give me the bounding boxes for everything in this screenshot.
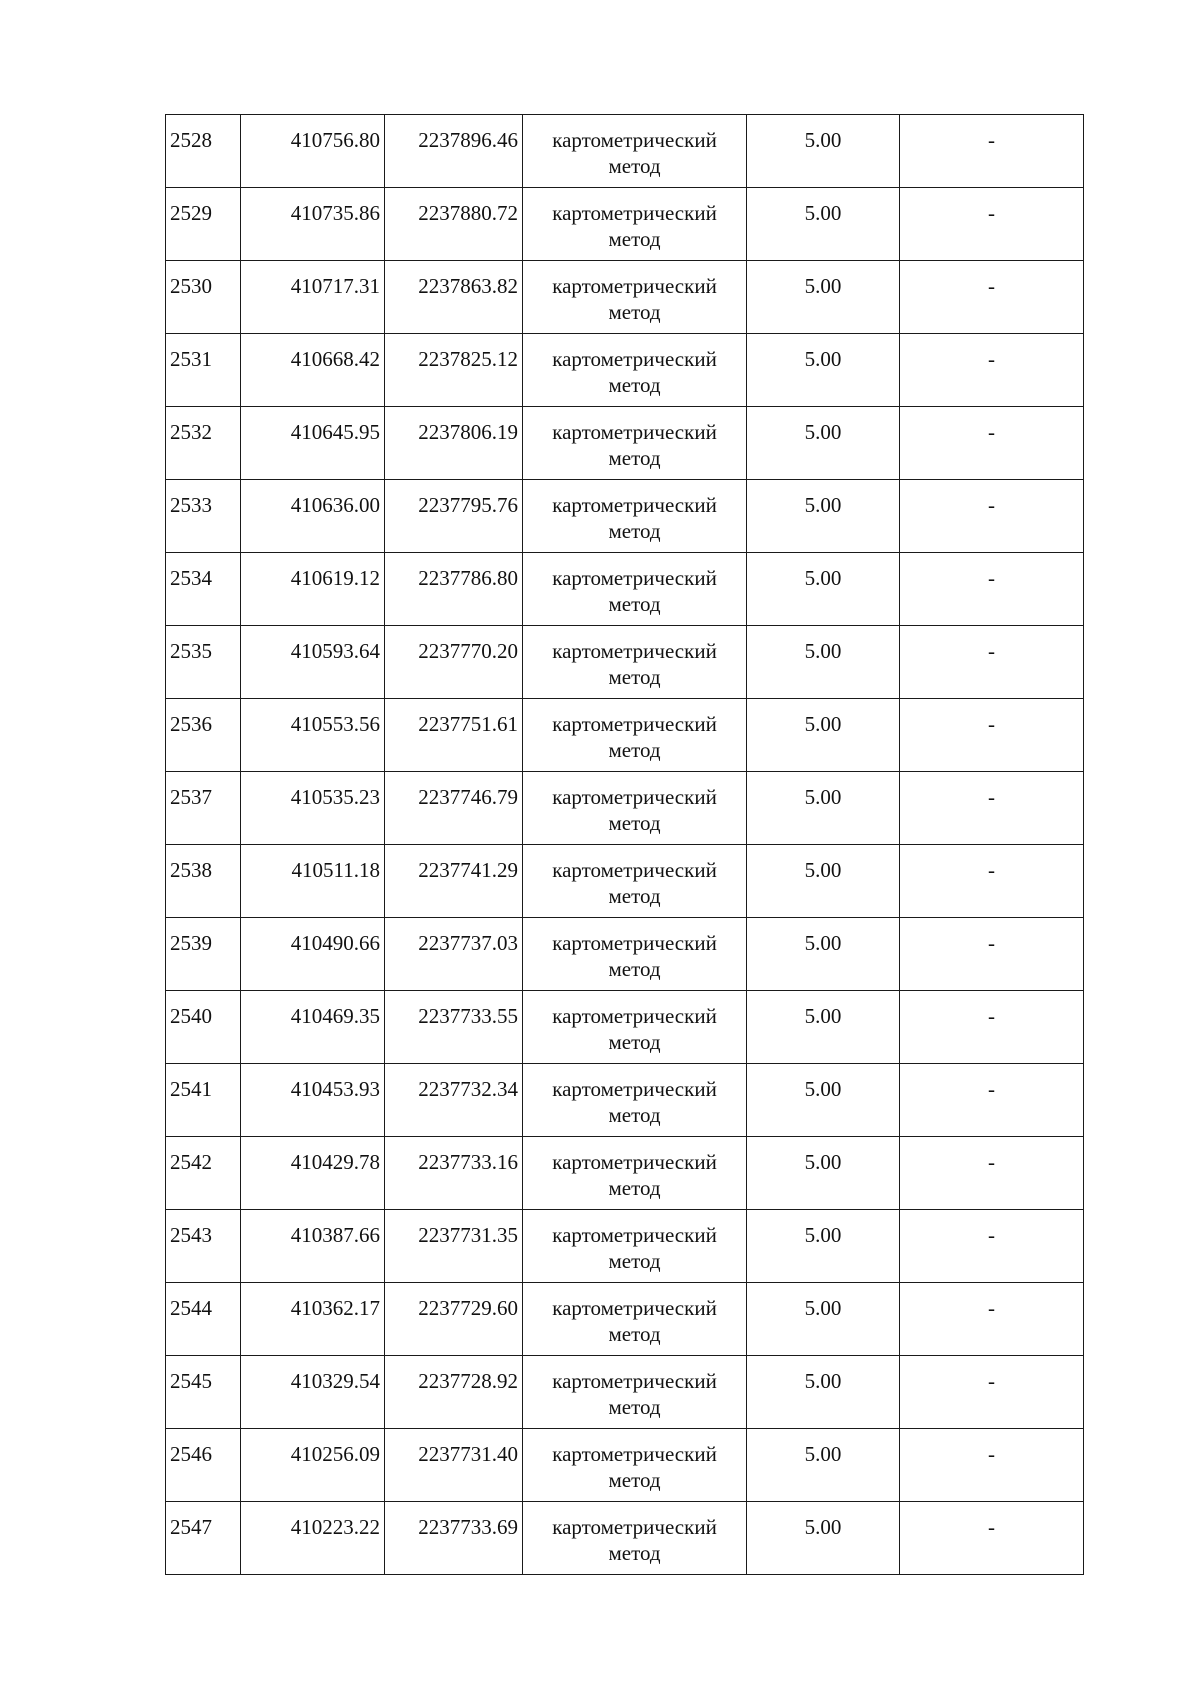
method-cell (523, 553, 747, 626)
x-coordinate-cell: 410717.31 (241, 261, 385, 334)
method-text-line1: картометрический (552, 1150, 717, 1174)
description-cell: - (900, 1283, 1084, 1356)
method-text-line2: метод (608, 227, 661, 251)
method-cell (523, 407, 747, 480)
point-number-cell: 2539 (166, 918, 241, 991)
y-coordinate-cell: 2237751.61 (385, 699, 523, 772)
y-coordinate-cell: 2237731.35 (385, 1210, 523, 1283)
point-number-cell: 2534 (166, 553, 241, 626)
method-text-line2: метод (608, 1322, 661, 1346)
y-coordinate-cell: 2237786.80 (385, 553, 523, 626)
method-text-line2: метод (608, 1103, 661, 1127)
x-coordinate-cell: 410668.42 (241, 334, 385, 407)
y-coordinate-cell: 2237795.76 (385, 480, 523, 553)
method-text-line1: картометрический (552, 566, 717, 590)
table-row (166, 261, 1084, 334)
x-coordinate-cell: 410645.95 (241, 407, 385, 480)
method-cell (523, 626, 747, 699)
y-coordinate-cell: 2237741.29 (385, 845, 523, 918)
method-text-line2: метод (608, 300, 661, 324)
method-text-line1: картометрический (552, 858, 717, 882)
x-coordinate-cell: 410469.35 (241, 991, 385, 1064)
method-text-line2: метод (608, 1249, 661, 1273)
y-coordinate-cell: 2237733.16 (385, 1137, 523, 1210)
method-text-line1: картометрический (552, 347, 717, 371)
accuracy-cell: 5.00 (747, 772, 900, 845)
description-cell: - (900, 553, 1084, 626)
x-coordinate-cell: 410511.18 (241, 845, 385, 918)
y-coordinate-cell: 2237733.69 (385, 1502, 523, 1575)
point-number-cell: 2529 (166, 188, 241, 261)
description-cell: - (900, 1429, 1084, 1502)
table-row (166, 626, 1084, 699)
y-coordinate-cell: 2237825.12 (385, 334, 523, 407)
point-number-cell: 2531 (166, 334, 241, 407)
method-text-line2: метод (608, 884, 661, 908)
accuracy-cell: 5.00 (747, 845, 900, 918)
method-text-line1: картометрический (552, 274, 717, 298)
point-number-cell: 2537 (166, 772, 241, 845)
accuracy-cell: 5.00 (747, 334, 900, 407)
point-number-cell: 2528 (166, 115, 241, 188)
x-coordinate-cell: 410223.22 (241, 1502, 385, 1575)
description-cell: - (900, 261, 1084, 334)
point-number-cell: 2541 (166, 1064, 241, 1137)
method-cell (523, 1356, 747, 1429)
table-row (166, 991, 1084, 1064)
accuracy-cell: 5.00 (747, 626, 900, 699)
accuracy-cell: 5.00 (747, 918, 900, 991)
table-row (166, 407, 1084, 480)
table-row (166, 918, 1084, 991)
table-row (166, 334, 1084, 407)
method-text-line2: метод (608, 154, 661, 178)
point-number-cell: 2546 (166, 1429, 241, 1502)
accuracy-cell: 5.00 (747, 1210, 900, 1283)
method-text-line1: картометрический (552, 1296, 717, 1320)
method-cell (523, 772, 747, 845)
method-text-line1: картометрический (552, 712, 717, 736)
accuracy-cell: 5.00 (747, 188, 900, 261)
method-text-line2: метод (608, 957, 661, 981)
method-text-line1: картометрический (552, 128, 717, 152)
description-cell: - (900, 1137, 1084, 1210)
y-coordinate-cell: 2237737.03 (385, 918, 523, 991)
table-row (166, 1283, 1084, 1356)
method-cell (523, 699, 747, 772)
description-cell: - (900, 1502, 1084, 1575)
point-number-cell: 2544 (166, 1283, 241, 1356)
method-text-line2: метод (608, 811, 661, 835)
x-coordinate-cell: 410453.93 (241, 1064, 385, 1137)
method-text-line2: метод (608, 1030, 661, 1054)
x-coordinate-cell: 410756.80 (241, 115, 385, 188)
method-cell (523, 188, 747, 261)
y-coordinate-cell: 2237896.46 (385, 115, 523, 188)
method-text-line2: метод (608, 1541, 661, 1565)
description-cell: - (900, 188, 1084, 261)
table-row (166, 1356, 1084, 1429)
point-number-cell: 2535 (166, 626, 241, 699)
x-coordinate-cell: 410535.23 (241, 772, 385, 845)
accuracy-cell: 5.00 (747, 1137, 900, 1210)
x-coordinate-cell: 410387.66 (241, 1210, 385, 1283)
accuracy-cell: 5.00 (747, 699, 900, 772)
method-cell (523, 1137, 747, 1210)
x-coordinate-cell: 410553.56 (241, 699, 385, 772)
y-coordinate-cell: 2237728.92 (385, 1356, 523, 1429)
description-cell: - (900, 1064, 1084, 1137)
method-text-line1: картометрический (552, 201, 717, 225)
method-cell (523, 1429, 747, 1502)
point-number-cell: 2538 (166, 845, 241, 918)
method-text-line1: картометрический (552, 1004, 717, 1028)
method-cell (523, 1064, 747, 1137)
table-body (166, 115, 1084, 1575)
x-coordinate-cell: 410362.17 (241, 1283, 385, 1356)
table-row (166, 115, 1084, 188)
method-text-line2: метод (608, 446, 661, 470)
method-text-line2: метод (608, 738, 661, 762)
table-row (166, 480, 1084, 553)
x-coordinate-cell: 410593.64 (241, 626, 385, 699)
y-coordinate-cell: 2237880.72 (385, 188, 523, 261)
method-text-line1: картометрический (552, 1515, 717, 1539)
point-number-cell: 2532 (166, 407, 241, 480)
description-cell: - (900, 407, 1084, 480)
method-text-line1: картометрический (552, 931, 717, 955)
method-cell (523, 261, 747, 334)
description-cell: - (900, 699, 1084, 772)
method-cell (523, 1283, 747, 1356)
table-row (166, 1064, 1084, 1137)
method-text-line1: картометрический (552, 1223, 717, 1247)
x-coordinate-cell: 410619.12 (241, 553, 385, 626)
x-coordinate-cell: 410329.54 (241, 1356, 385, 1429)
y-coordinate-cell: 2237729.60 (385, 1283, 523, 1356)
point-number-cell: 2542 (166, 1137, 241, 1210)
coordinates-table (165, 114, 1084, 1575)
point-number-cell: 2540 (166, 991, 241, 1064)
x-coordinate-cell: 410490.66 (241, 918, 385, 991)
accuracy-cell: 5.00 (747, 261, 900, 334)
accuracy-cell: 5.00 (747, 115, 900, 188)
y-coordinate-cell: 2237733.55 (385, 991, 523, 1064)
method-text-line1: картометрический (552, 1077, 717, 1101)
y-coordinate-cell: 2237806.19 (385, 407, 523, 480)
method-cell (523, 1210, 747, 1283)
accuracy-cell: 5.00 (747, 1356, 900, 1429)
method-text-line2: метод (608, 592, 661, 616)
accuracy-cell: 5.00 (747, 553, 900, 626)
method-cell (523, 1502, 747, 1575)
point-number-cell: 2545 (166, 1356, 241, 1429)
method-text-line1: картометрический (552, 785, 717, 809)
table-row (166, 188, 1084, 261)
description-cell: - (900, 480, 1084, 553)
x-coordinate-cell: 410256.09 (241, 1429, 385, 1502)
table-row (166, 772, 1084, 845)
accuracy-cell: 5.00 (747, 1429, 900, 1502)
point-number-cell: 2543 (166, 1210, 241, 1283)
point-number-cell: 2536 (166, 699, 241, 772)
description-cell: - (900, 991, 1084, 1064)
description-cell: - (900, 1356, 1084, 1429)
point-number-cell: 2530 (166, 261, 241, 334)
x-coordinate-cell: 410735.86 (241, 188, 385, 261)
accuracy-cell: 5.00 (747, 1064, 900, 1137)
method-text-line1: картометрический (552, 420, 717, 444)
description-cell: - (900, 918, 1084, 991)
method-text-line1: картометрический (552, 639, 717, 663)
method-cell (523, 334, 747, 407)
method-text-line2: метод (608, 1395, 661, 1419)
table-row (166, 699, 1084, 772)
table-row (166, 1429, 1084, 1502)
method-text-line2: метод (608, 1176, 661, 1200)
method-cell (523, 115, 747, 188)
point-number-cell: 2547 (166, 1502, 241, 1575)
y-coordinate-cell: 2237732.34 (385, 1064, 523, 1137)
x-coordinate-cell: 410429.78 (241, 1137, 385, 1210)
method-text-line1: картометрический (552, 493, 717, 517)
method-cell (523, 918, 747, 991)
description-cell: - (900, 1210, 1084, 1283)
method-text-line1: картометрический (552, 1369, 717, 1393)
description-cell: - (900, 772, 1084, 845)
description-cell: - (900, 115, 1084, 188)
description-cell: - (900, 845, 1084, 918)
table-row (166, 1502, 1084, 1575)
method-text-line2: метод (608, 373, 661, 397)
accuracy-cell: 5.00 (747, 1283, 900, 1356)
table-row (166, 1210, 1084, 1283)
method-cell (523, 845, 747, 918)
description-cell: - (900, 626, 1084, 699)
y-coordinate-cell: 2237863.82 (385, 261, 523, 334)
accuracy-cell: 5.00 (747, 991, 900, 1064)
point-number-cell: 2533 (166, 480, 241, 553)
method-cell (523, 991, 747, 1064)
accuracy-cell: 5.00 (747, 1502, 900, 1575)
table-row (166, 845, 1084, 918)
method-text-line2: метод (608, 519, 661, 543)
method-text-line1: картометрический (552, 1442, 717, 1466)
y-coordinate-cell: 2237731.40 (385, 1429, 523, 1502)
method-text-line2: метод (608, 1468, 661, 1492)
method-cell (523, 480, 747, 553)
y-coordinate-cell: 2237746.79 (385, 772, 523, 845)
accuracy-cell: 5.00 (747, 407, 900, 480)
table-row (166, 1137, 1084, 1210)
y-coordinate-cell: 2237770.20 (385, 626, 523, 699)
x-coordinate-cell: 410636.00 (241, 480, 385, 553)
method-text-line2: метод (608, 665, 661, 689)
description-cell: - (900, 334, 1084, 407)
table-row (166, 553, 1084, 626)
accuracy-cell: 5.00 (747, 480, 900, 553)
